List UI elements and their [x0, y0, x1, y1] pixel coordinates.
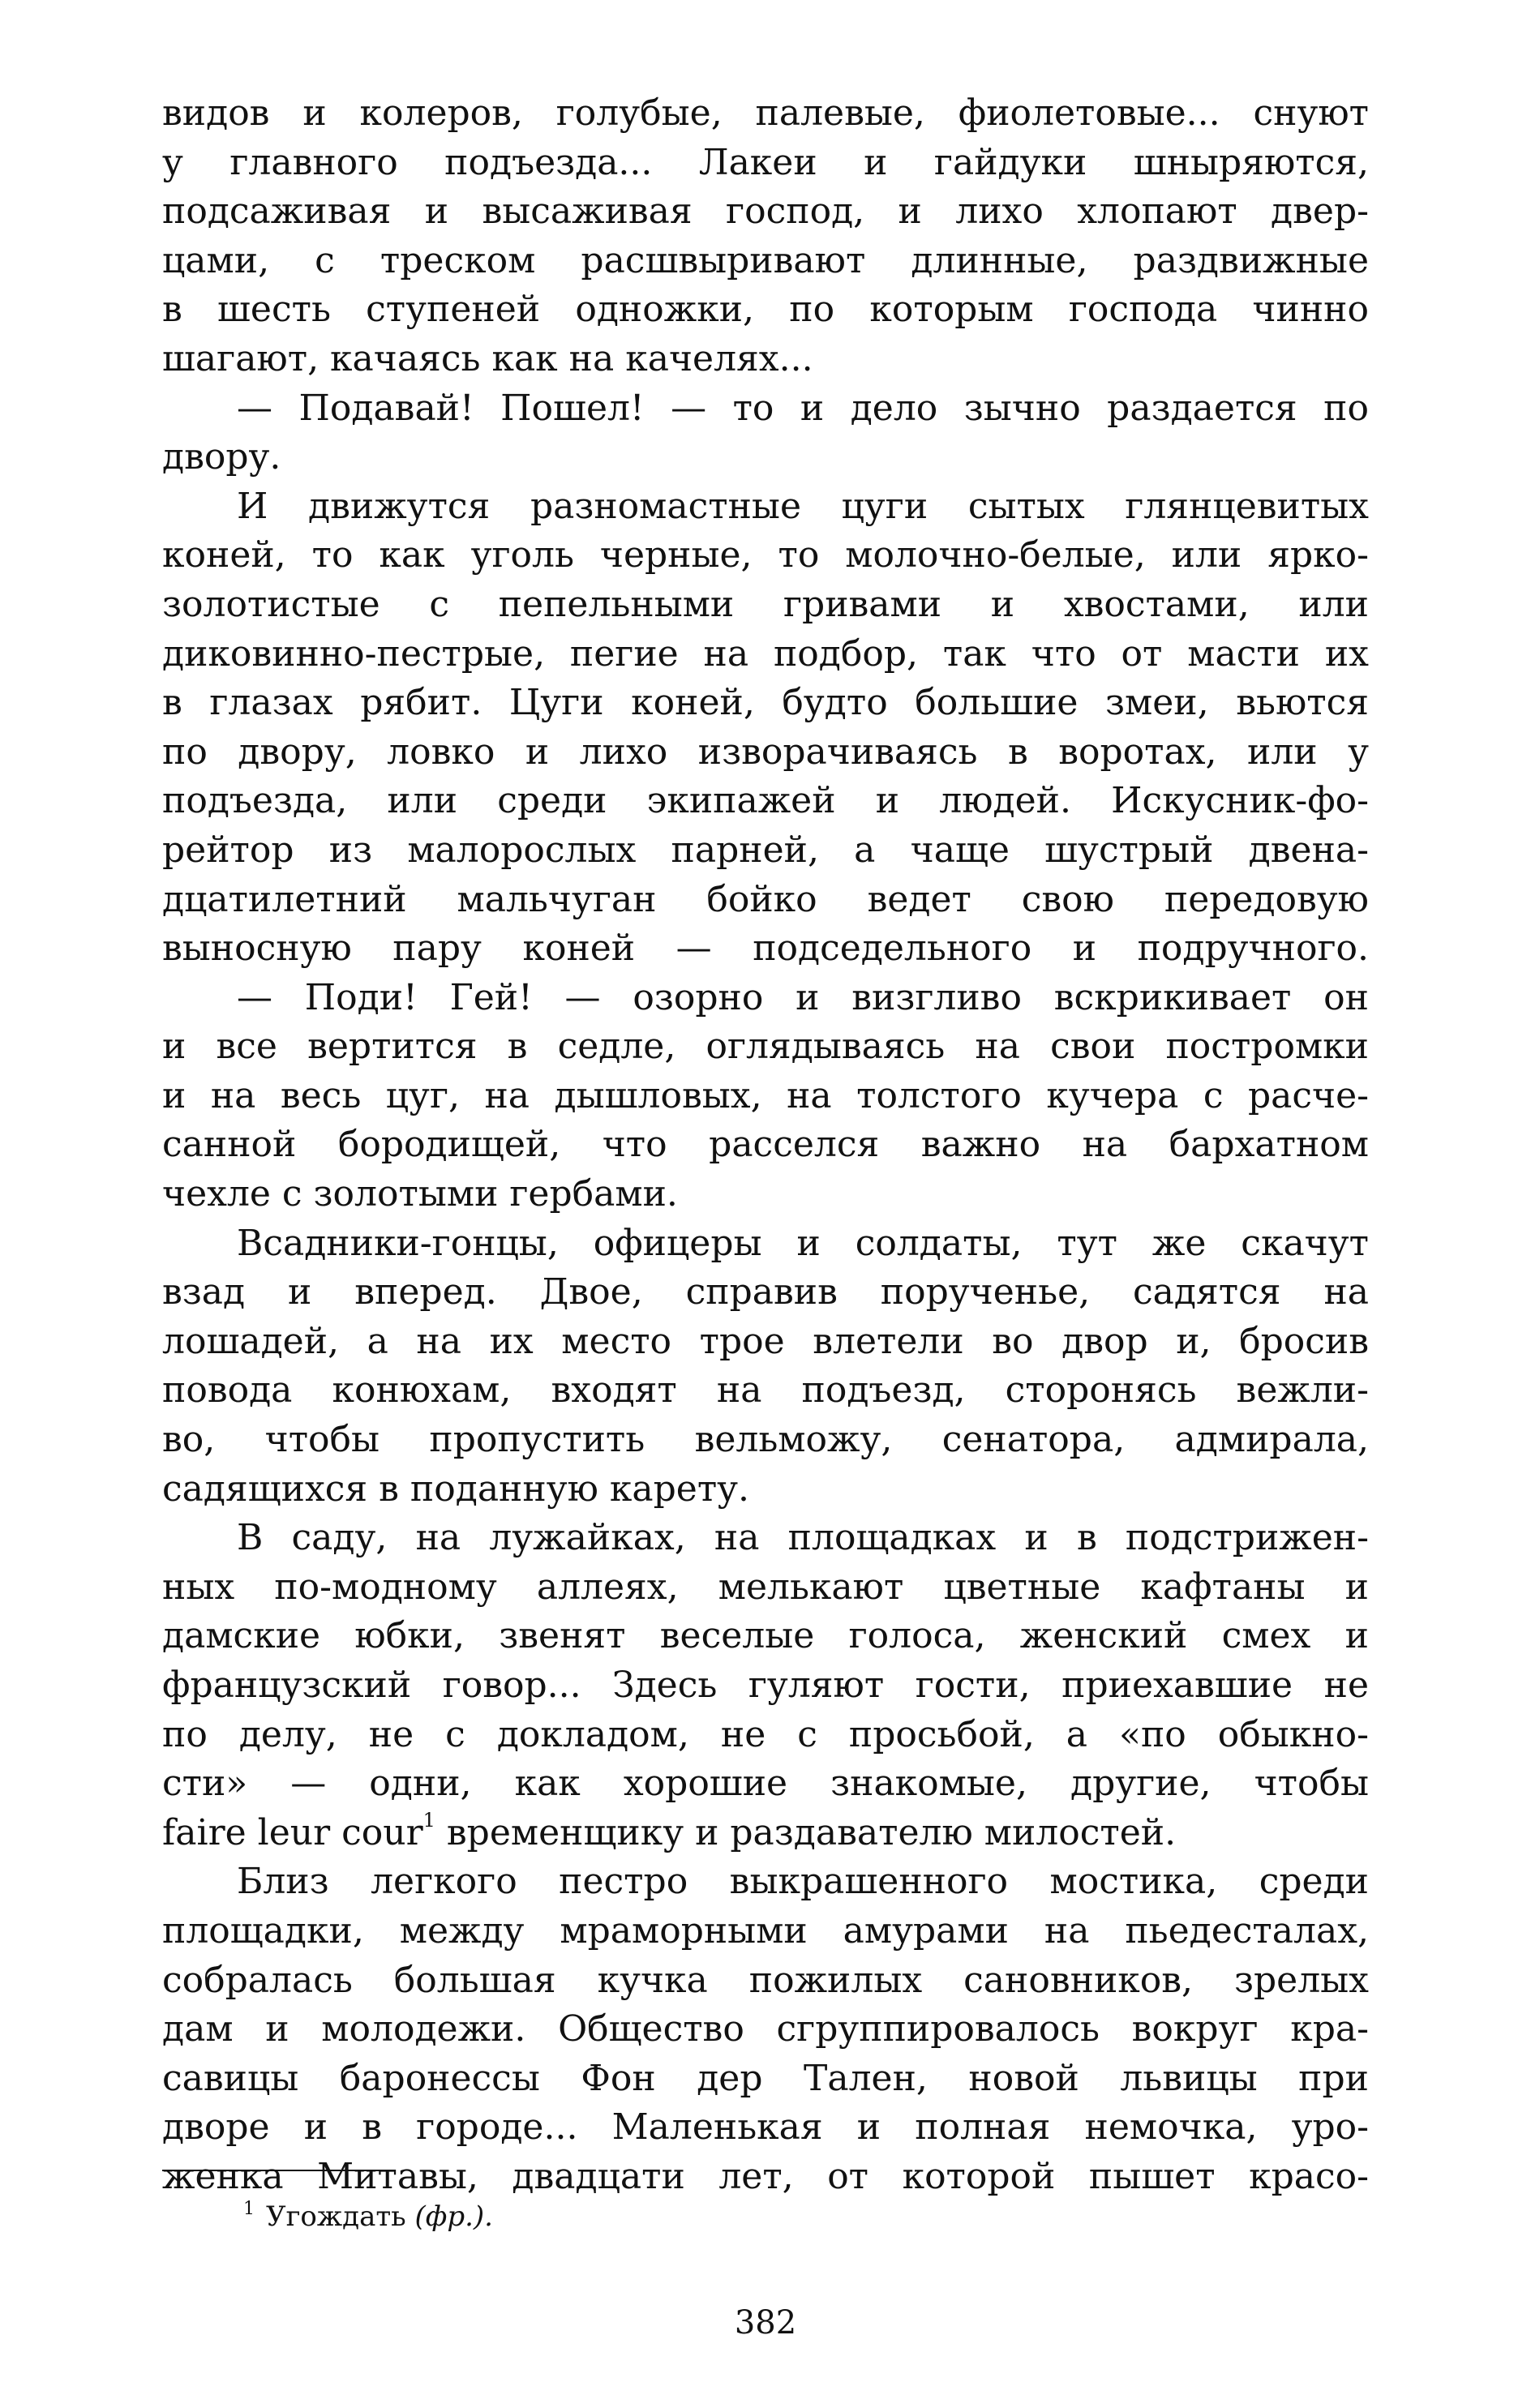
text-line: Всадники-гонцы, офицеры и солдаты, тут же скачут — [237, 1222, 1369, 1264]
text-line: у главного подъезда... Лакеи и гайдуки шныряются, — [162, 141, 1369, 183]
text-line: женка Митавы, двадцати лет, от которой пышет красо- — [162, 2155, 1369, 2197]
line-head: faire leur cour — [162, 1811, 423, 1853]
text-line-with-footnote — [162, 1809, 1369, 1858]
line-tail: временщику и раздавателю милостей. — [446, 1811, 1177, 1853]
text-line: савицы баронессы Фон дер Тален, новой львицы при — [162, 2057, 1369, 2099]
text-line: по двору, ловко и лихо изворачиваясь в воротах, или у — [162, 731, 1369, 773]
text-line: подсаживая и высаживая господ, и лихо хлопают двер- — [162, 191, 1369, 233]
text-line: в глазах рябит. Цуги коней, будто большие змеи, вьются — [162, 682, 1369, 724]
text-line: сти» — одни, как хорошие знакомые, другие, чтобы — [162, 1763, 1369, 1805]
text-line: коней, то как уголь черные, то молочно-белые, или ярко- — [162, 534, 1369, 576]
text-line: повода конюхам, входят на подъезд, сторонясь вежли- — [162, 1369, 1369, 1412]
text-line: и на весь цуг, на дышловых, на толстого кучера с расче- — [162, 1074, 1369, 1116]
text-line: во, чтобы пропустить вельможу, сенатора, адмирала, — [162, 1419, 1369, 1461]
text-line: собралась большая кучка пожилых сановников, зрелых — [162, 1959, 1369, 2001]
text-line: в шесть ступеней одножки, по которым господа чинно — [162, 289, 1369, 331]
footnote-reference: 1 — [422, 1808, 435, 1832]
text-line: лошадей, а на их место трое влетели во двор и, бросив — [162, 1320, 1369, 1362]
text-line: дцатилетний мальчуган бойко ведет свою передовую — [162, 878, 1369, 920]
footnote-language: (фр.). — [414, 2200, 493, 2233]
footnote-divider — [162, 2170, 388, 2171]
text-line: И движутся разномастные цуги сытых глянцевитых — [237, 485, 1369, 527]
text-line: площадки, между мраморными амурами на пьедесталах, — [162, 1909, 1369, 1952]
text-line: В саду, на лужайках, на площадках и в подстрижен- — [237, 1517, 1369, 1559]
text-line: санной бородищей, что расселся важно на бархатном — [162, 1124, 1369, 1166]
text-line: шагают, качаясь как на качелях... — [162, 337, 813, 379]
text-line: дам и молодежи. Общество сгруппировалось вокруг кра- — [162, 2008, 1369, 2050]
text-line: чехле с золотыми гербами. — [162, 1173, 678, 1215]
text-line: Близ легкого пестро выкрашенного мостика, среди — [237, 1861, 1369, 1903]
footnote — [243, 2189, 493, 2237]
page-number: 382 — [734, 2304, 797, 2342]
text-line: цами, с треском расшвыривают длинные, раздвижные — [162, 239, 1369, 281]
text-line: диковинно-пестрые, пегие на подбор, так что от масти их — [162, 632, 1369, 675]
footnote-text: Угождать — [266, 2200, 406, 2233]
text-line: двору. — [162, 436, 281, 478]
text-line: французский говор... Здесь гуляют гости, приехавшие не — [162, 1665, 1369, 1706]
footnote-marker: 1 — [243, 2199, 255, 2219]
text-line: и все вертится в седле, оглядываясь на свои постромки — [162, 1026, 1369, 1068]
text-line: ных по-модному аллеях, мелькают цветные кафтаны и — [162, 1566, 1369, 1608]
text-line: по делу, не с докладом, не с просьбой, а «по обыкно- — [162, 1713, 1369, 1755]
text-line: подъезда, или среди экипажей и людей. Искусник-фо- — [162, 780, 1369, 822]
text-line: золотистые с пепельными гривами и хвостами, или — [162, 583, 1369, 625]
text-line: взад и вперед. Двое, справив порученье, садятся на — [162, 1271, 1369, 1313]
text-line: рейтор из малорослых парней, а чаще шустрый двена- — [162, 829, 1369, 871]
text-line: дамские юбки, звенят веселые голоса, женский смех и — [162, 1615, 1369, 1657]
body-text — [162, 89, 1369, 2202]
text-line: видов и колеров, голубые, палевые, фиолетовые... снуют — [162, 92, 1369, 134]
text-line: — Поди! Гей! — озорно и визгливо вскрикивает он — [237, 976, 1369, 1018]
text-line: выносную пару коней — подседельного и подручного. — [162, 928, 1369, 970]
text-line: садящихся в поданную карету. — [162, 1468, 750, 1510]
text-line: дворе и в городе... Маленькая и полная немочка, уро- — [162, 2106, 1369, 2149]
text-line: — Подавай! Пошел! — то и дело зычно раздается по — [237, 387, 1369, 429]
